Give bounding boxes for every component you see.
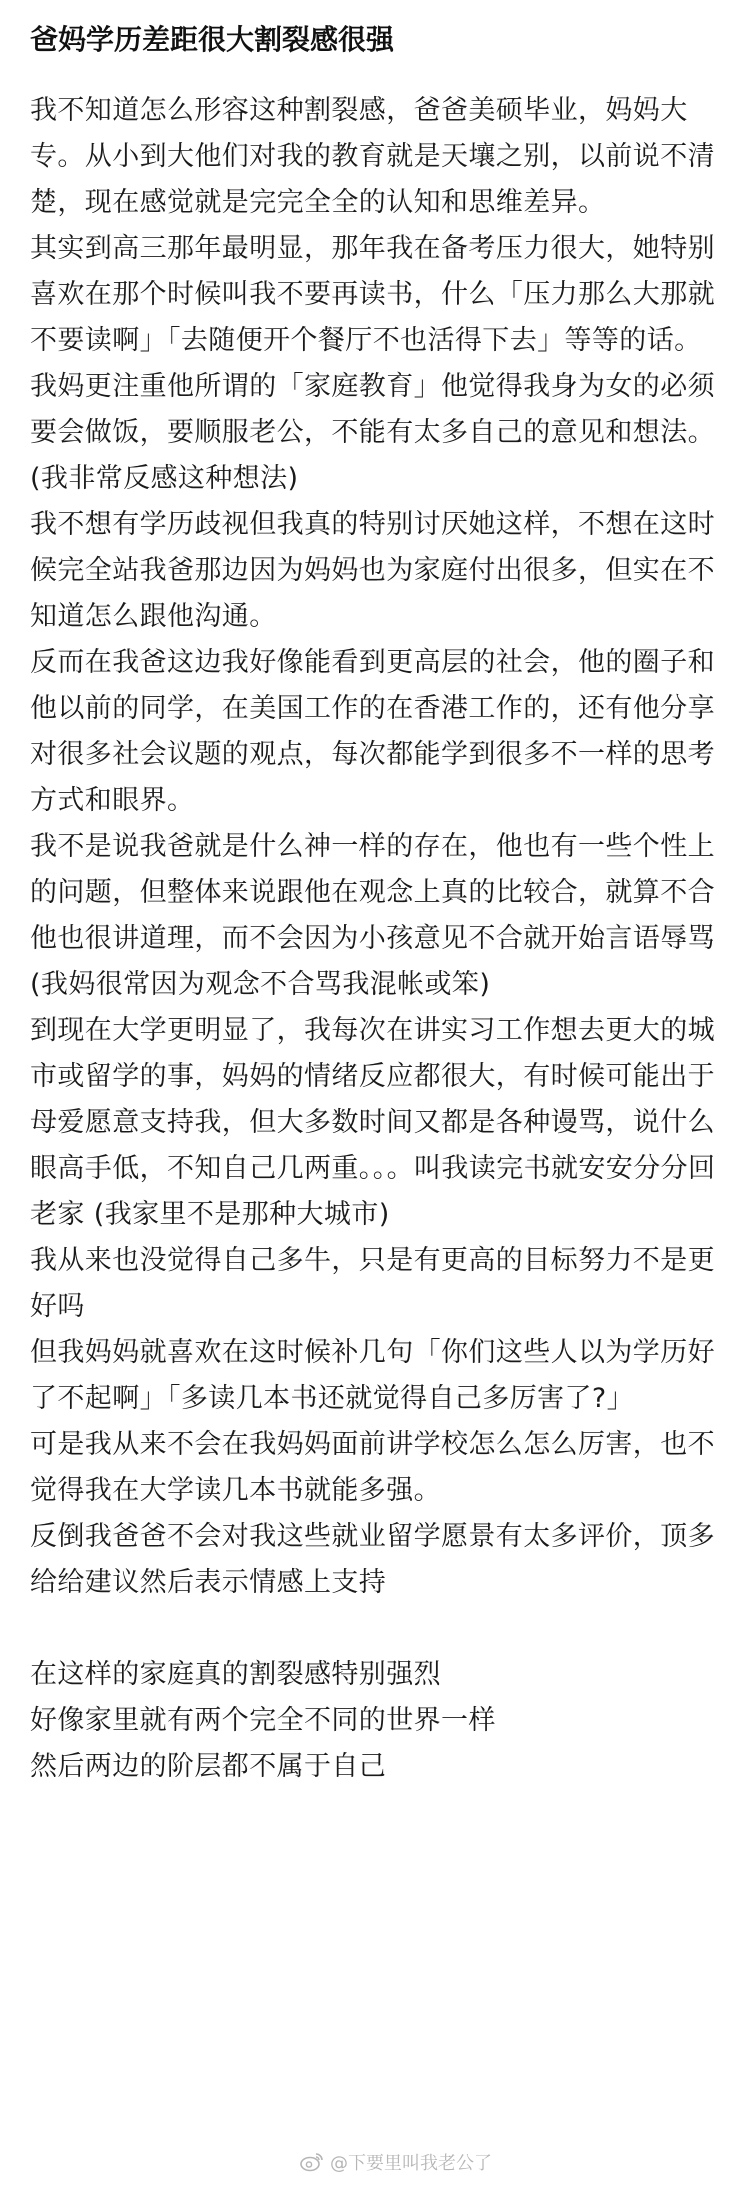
paragraph-11: 在这样的家庭真的割裂感特别强烈 [30,1659,441,1690]
watermark-text: @下要里叫我老公了 [330,2153,492,2174]
paragraph-6: 到现在大学更明显了，我每次在讲实习工作想去更大的城市或留学的事，妈妈的情绪反应都很大，有时候可能出于母爱愿意支持我，但大多数时间又都是各种谩骂，说什么眼高手低，不知自己几两重。。。叫我读完书就安安分分回老家 (我家里不是那种大城市) [30,1015,716,1230]
weibo-watermark [300,2149,492,2175]
paragraph-4: 反而在我爸这边我好像能看到更高层的社会，他的圈子和他以前的同学，在美国工作的在香港工作的，还有他分享对很多社会议题的观点，每次都能学到很多不一样的思考方式和眼界。 [30,647,715,816]
post-title: 爸妈学历差距很大割裂感很强 [30,23,395,56]
paragraph-7: 我从来也没觉得自己多牛，只是有更高的目标努力不是更好吗 [30,1245,715,1322]
paragraph-8: 但我妈妈就喜欢在这时候补几句「你们这些人以为学历好了不起啊」「多读几本书还就觉得自己多厉害了?」 [30,1337,715,1414]
weibo-icon [300,2152,324,2172]
paragraph-2: 其实到高三那年最明显，那年我在备考压力很大，她特别喜欢在那个时候叫我不要再读书，什么「压力那么大那就不要读啊」「去随便开个餐厅不也活得下去」等等的话。我妈更注重他所谓的「家庭教育」他觉得我身为女的必须要会做饭，要顺服老公，不能有太多自己的意见和想法。(我非常反感这种想法) [30,233,715,494]
paragraph-10: 反倒我爸爸不会对我这些就业留学愿景有太多评价，顶多给给建议然后表示情感上支持 [30,1521,715,1598]
paragraph-1: 我不知道怎么形容这种割裂感，爸爸美硕毕业，妈妈大专。从小到大他们对我的教育就是天壤之别，以前说不清楚，现在感觉就是完完全全的认知和思维差异。 [30,95,715,218]
paragraph-9: 可是我从来不会在我妈妈面前讲学校怎么怎么厉害，也不觉得我在大学读几本书就能多强。 [30,1429,715,1506]
paragraph-3: 我不想有学历歧视但我真的特别讨厌她这样，不想在这时候完全站我爸那边因为妈妈也为家庭付出很多，但实在不知道怎么跟他沟通。 [30,509,715,632]
paragraph-5: 我不是说我爸就是什么神一样的存在，他也有一些个性上的问题，但整体来说跟他在观念上真的比较合，就算不合他也很讲道理，而不会因为小孩意见不合就开始言语辱骂 (我妈很常因为观念不合骂我混帐或笨) [30,831,715,1000]
paragraph-12: 好像家里就有两个完全不同的世界一样 [30,1705,496,1736]
post-body [30,88,722,1790]
paragraph-spacer [30,1606,722,1652]
paragraph-13: 然后两边的阶层都不属于自己 [30,1751,387,1782]
